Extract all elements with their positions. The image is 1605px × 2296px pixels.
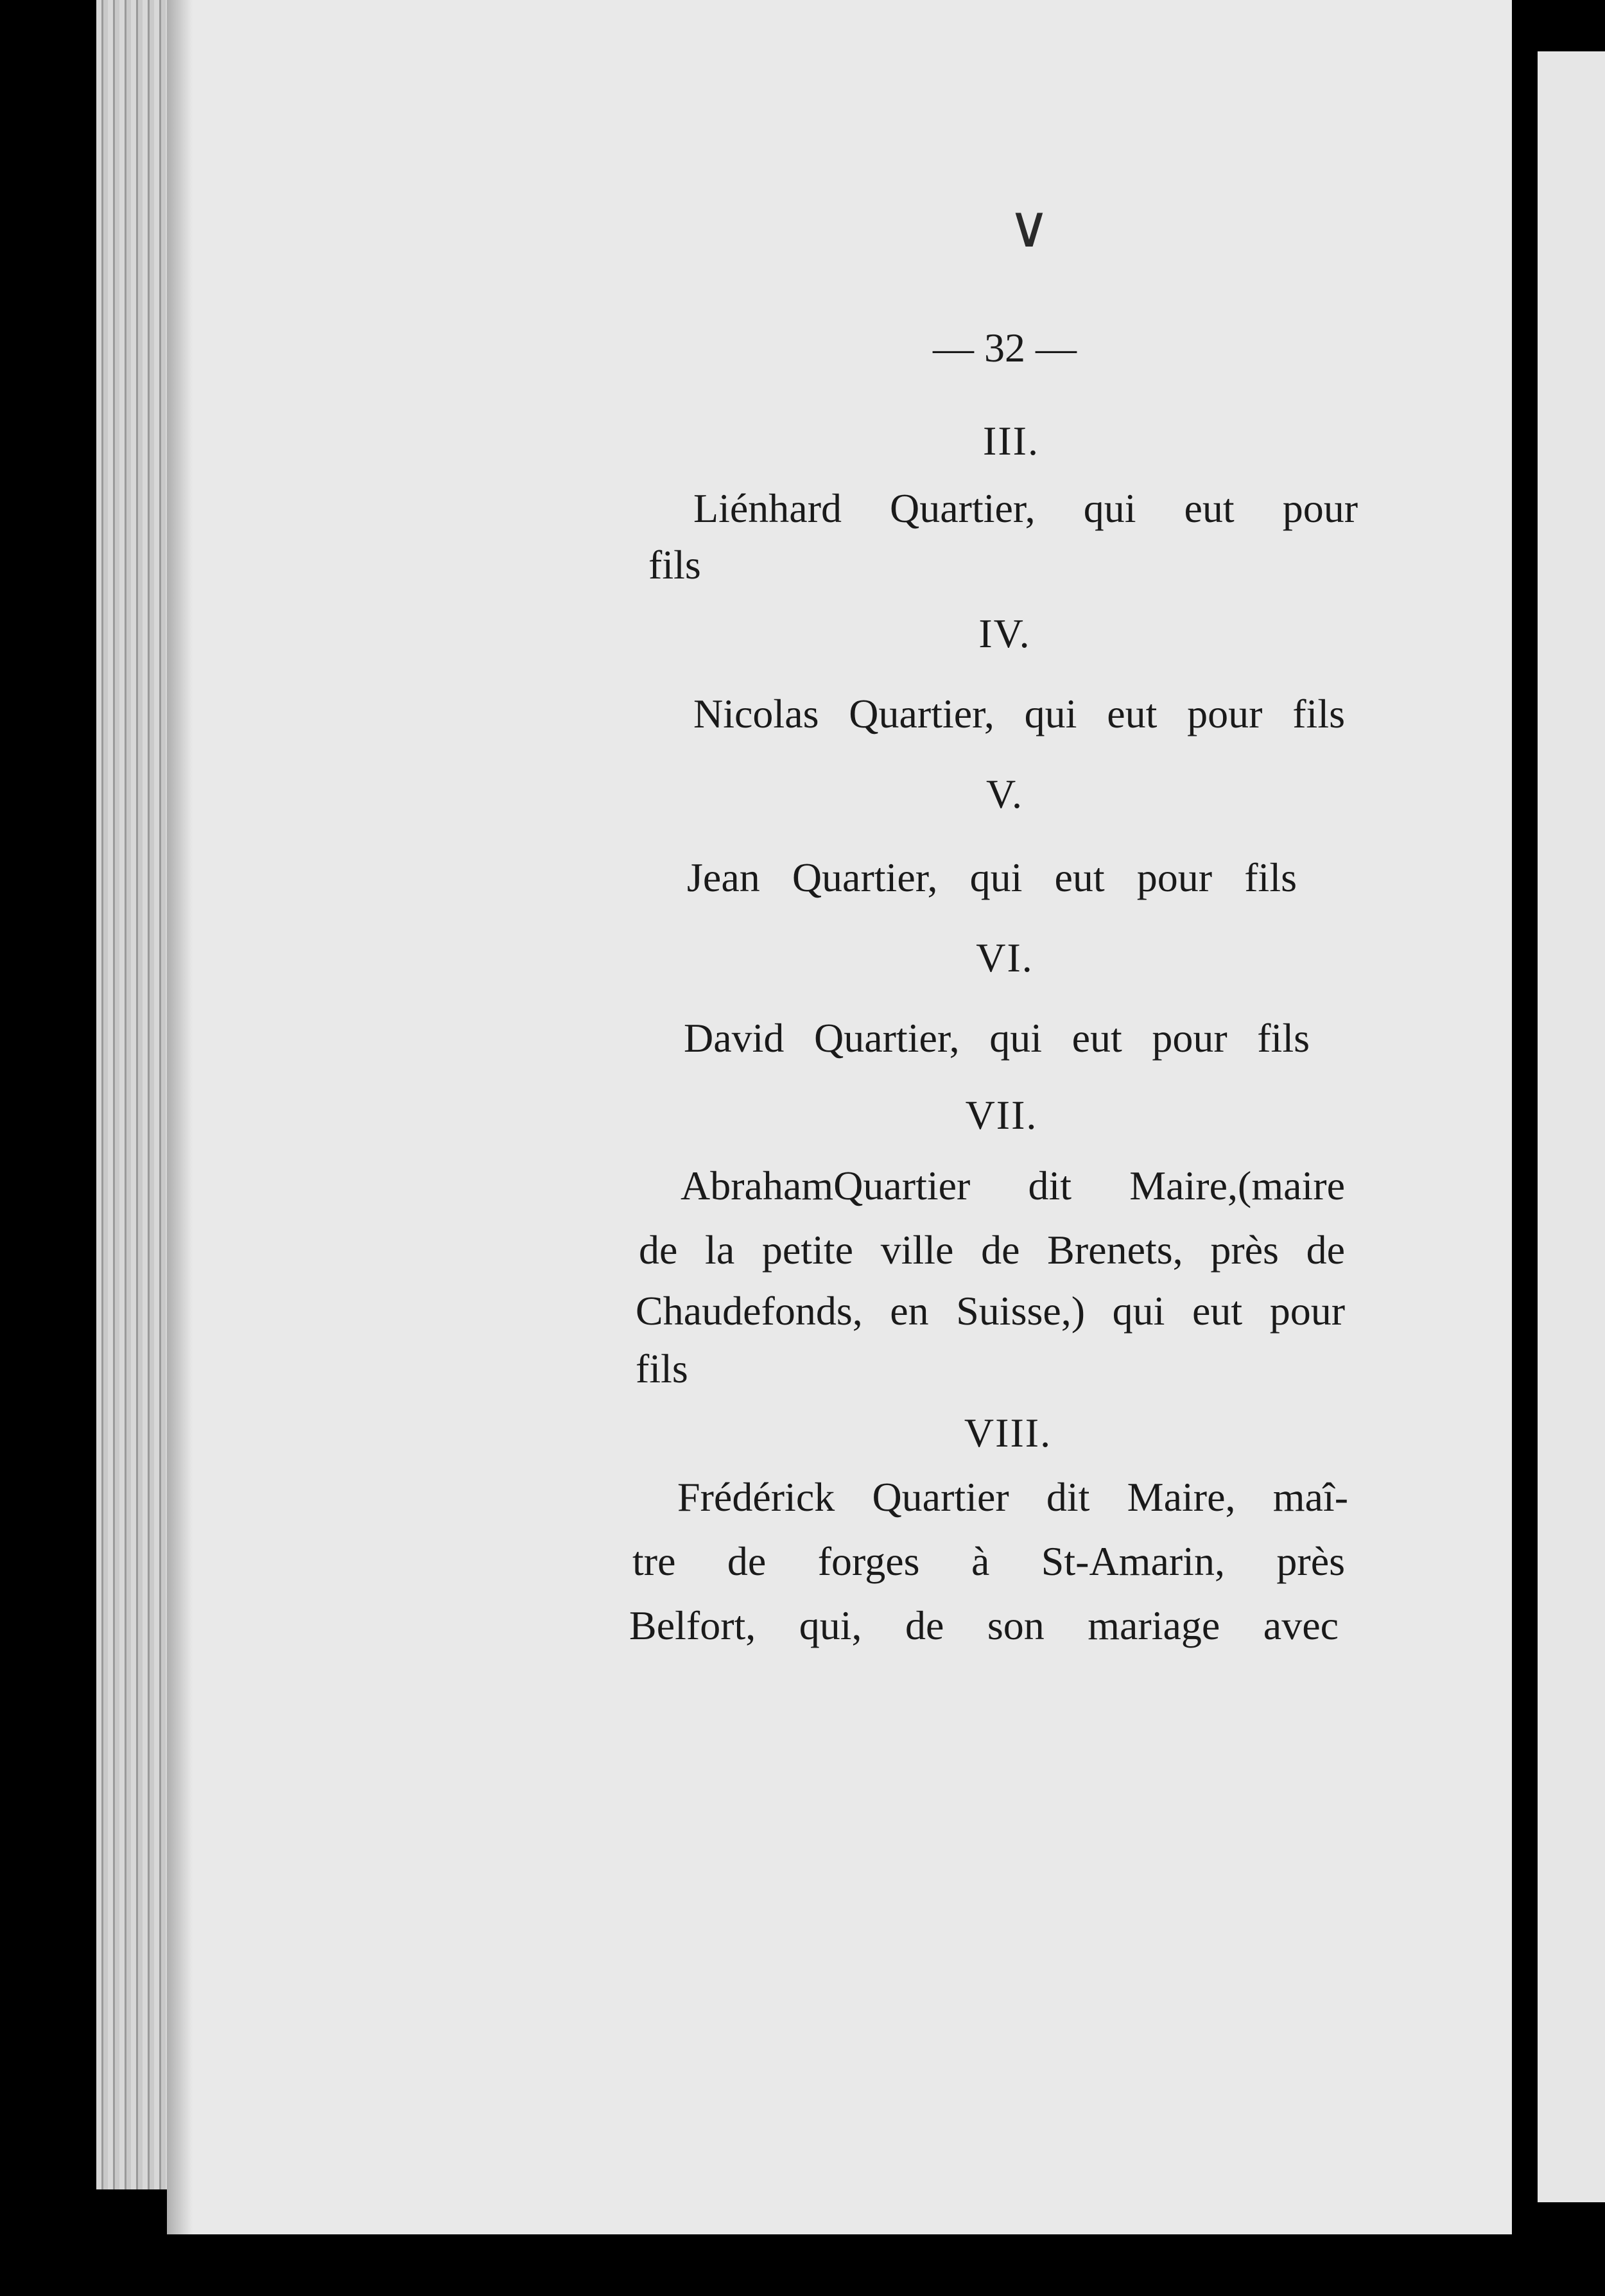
entry-line: Belfort, qui, de son mariage avec [629,1603,1339,1648]
entry-numeral-iii: III. [983,418,1039,464]
entry-line: Frédérick Quartier dit Maire, maî- [677,1474,1348,1520]
entry-line: Chaudefonds, en Suisse,) qui eut pour [636,1288,1345,1334]
entry-line: David Quartier, qui eut pour fils [684,1015,1310,1061]
entry-line: AbrahamQuartier dit Maire,(maire [681,1163,1345,1208]
entry-numeral-v: V. [986,771,1023,817]
entry-line: de la petite ville de Brenets, près de [639,1227,1345,1273]
gutter-shadow [167,0,193,2234]
page-number: — 32 — [933,325,1077,370]
entry-line: fils [636,1346,688,1391]
entry-numeral-iv: IV. [978,611,1031,656]
entry-line: Nicolas Quartier, qui eut pour fils [693,691,1345,736]
entry-numeral-viii: VIII. [964,1410,1052,1456]
entry-numeral-vi: VI. [976,935,1034,980]
entry-line: Jean Quartier, qui eut pour fils [687,855,1297,900]
pencil-mark: ∨ [1008,196,1050,259]
book-page [167,0,1512,2234]
entry-numeral-vii: VII. [965,1092,1038,1138]
facing-page-edge [1538,51,1605,2202]
entry-line: fils [648,542,701,587]
entry-line: tre de forges à St-Amarin, près [632,1538,1345,1584]
entry-line: Liénhard Quartier, qui eut pour [693,485,1358,531]
book-page-edges [96,0,167,2189]
